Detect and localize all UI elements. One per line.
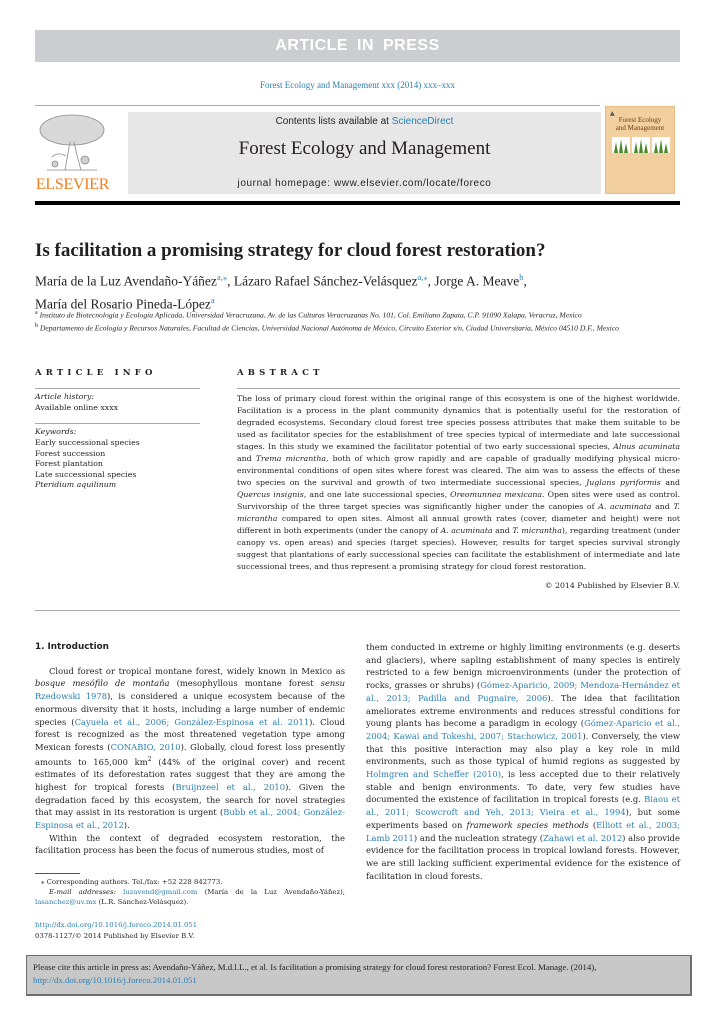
abstract-heading: ABSTRACT	[237, 368, 324, 378]
cover-title: Forest Ecology and Management	[615, 116, 665, 132]
cover-elsevier-icon: ▲	[610, 110, 615, 117]
cite-doi-link[interactable]: http://dx.doi.org/10.1016/j.foreco.2014.01.051	[33, 975, 197, 985]
homepage-url[interactable]: www.elsevier.com/locate/foreco	[333, 178, 492, 189]
keyword-item: Early successional species	[35, 438, 140, 447]
body-column-right	[366, 641, 680, 882]
citation-link[interactable]: Bubb et al., 2004; González-Espinosa et al., 2012	[35, 807, 345, 830]
article-in-press-banner: ARTICLE IN PRESS	[35, 30, 680, 62]
abstract-copyright: © 2014 Published by Elsevier B.V.	[544, 581, 680, 590]
abstract-divider	[237, 388, 680, 389]
journal-header-panel	[128, 112, 601, 194]
citation-link[interactable]: Biaou et al., 2011; Scowcroft and Yeh, 2013; Vieira et al., 1994	[366, 794, 680, 818]
citation-link[interactable]: Elliott et al., 2003; Lamb 2011	[366, 819, 680, 843]
keyword-item: Forest succession	[35, 448, 106, 458]
section-heading-introduction: 1. Introduction	[35, 642, 109, 652]
affiliation-item: $^a$ Instituto de Biotecnología y Ecología Aplicada, Universidad Veracruzana, Av. de las Culturas Veracruzanas No. 101, Col. Emiliano Zapata, C.P. 91090 Xalapa, Veracruz, Mexico	[35, 310, 582, 320]
body-column-left	[35, 641, 345, 857]
abstract-text: The loss of primary cloud forest within the original range of this ecosystem is one of the highest worldwide. Facilitation is a process in the plant community dynamics that is potentially useful for the restoration of degraded ecosystems. Secondary cloud forest tree species possess attributes that make them suitable to be used as facilitator species for the establishment of tree species typical of intermediate and late successional stages. In this study we examined the facilitator potential of two early successional species, Alnus acuminata and Trema micrantha, both of which grow rapidly and are capable of gradually modifying physical micro-environmental conditions of open sites where forest was cleared. The aim was to assess the effects of these two species on the survival and growth of two intermediate successional species, Juglans pyriformis and Quercus insignis, and one late successional species, Oreomunnea mexicana. Open sites were used as control. Survivorship of the three target species was significantly higher under the canopies of A. acuminata and T. micrantha compared to open sites. Almost all annual growth rates (cover, diameter and height) were not different in both experiments (under the canopy of A. acuminata and T. micrantha), regarding treatment (under canopy vs. open areas) and species (target species). However, results for target species survival strongly suggest that plantations of early successional species can facilitate the establishment of intermediate and late successional trees, and thus represent a promising strategy for cloud forest restoration.	[237, 394, 681, 571]
author-affiliation-mark[interactable]: a,⁎	[216, 272, 228, 282]
article-info-divider	[35, 388, 200, 389]
journal-cover-thumbnail[interactable]	[605, 106, 675, 194]
author-name[interactable]: María de la Luz Avendaño-Yáñez	[35, 273, 217, 289]
elsevier-logo[interactable]	[35, 110, 110, 195]
author-affiliation-mark[interactable]: a,⁎	[417, 272, 428, 282]
author-name[interactable]: María del Rosario Pineda-López	[35, 296, 211, 311]
body-paragraph: Cloud forest or tropical montane forest, widely known in Mexico as bosque mesófilo de montaña (mesophyllous montane forest sensu Rzedowski 1978), is considered a unique ecosystem because of the enormous diversity that it hosts, including a large number of endemic species (Cayuela et al., 2006; González-Espinosa et al. 2011). Cloud forest is recognized as the most threatened vegetation type among Mexican forests (CONABIO, 2010). Globally, cloud forest loss presently amounts to 165,000 $km^2$ (44% of the original cover) and recent estimates of its deforestation rates suggest that they are among the highest for tropical forests (Bruijnzeel et al., 2010). Given the degradation faced by this ecosystem, the search for novel strategies that may assist in its restoration is urgent (Bubb et al., 2004; González-Espinosa et al., 2012).	[35, 665, 346, 830]
cite-text: Please cite this article in press as: Avendaño-Yáñez, M.d.l.L., et al. Is facilitation a promising strategy for cloud forest restoration? Forest Ecol. Manage. (2014),	[33, 962, 597, 972]
citation-link[interactable]: Gómez-Aparicio, 2009; Mendoza-Hernández et al., 2013; Padilla and Pugnaire, 2006	[366, 680, 680, 703]
keywords-divider	[35, 423, 200, 424]
affiliation-item: $^b$ Departamento de Ecología y Recursos Naturales, Facultad de Ciencias, Universidad Nacional Autónoma de México, Circuito Exterior s/n, Ciudad Universitaria, México 04510 D.F., Mexico	[35, 323, 619, 333]
keyword-item: Pteridium aquilinum	[35, 480, 117, 489]
citation-link[interactable]: CONABIO, 2010	[110, 741, 181, 752]
journal-title: Forest Ecology and Management	[238, 138, 491, 159]
please-cite-box	[26, 955, 692, 996]
keyword-item: Forest plantation	[35, 459, 103, 468]
doi-block	[35, 920, 345, 941]
sciencedirect-link[interactable]: ScienceDirect	[391, 116, 454, 127]
email-link[interactable]: luzavend@gmail.com	[123, 888, 198, 896]
citation-link[interactable]: Holmgren and Scheffer (2010)	[366, 769, 502, 780]
keywords-label: Keywords:	[35, 427, 77, 436]
article-history-label: Article history:	[35, 392, 95, 401]
elsevier-wordmark: ELSEVIER	[35, 176, 110, 193]
author-affiliation-mark[interactable]: b	[519, 272, 524, 282]
email-link[interactable]: lasanchez@uv.mx	[35, 898, 97, 906]
citation-link[interactable]: Rzedowski 1978	[35, 691, 108, 702]
corresponding-author-footnote: ⁎ Corresponding authors. Tel./fax: +52 228 842773. E-mail addresses: luzavend@gmail.com (María de la Luz Avendaño-Yáñez), lasanchez@uv.mx (L.R. Sánchez-Velásquez).	[35, 878, 345, 906]
journal-homepage	[128, 178, 601, 189]
body-paragraph: Within the context of degraded ecosystem restoration, the facilitation process has been the focus of numerous studies, most of	[35, 832, 345, 856]
citation-link[interactable]: Cayuela et al., 2006; González-Espinosa et al. 2011	[74, 716, 310, 727]
header-thick-rule	[35, 201, 680, 205]
cover-trees-icon	[612, 137, 670, 153]
homepage-prefix: journal homepage:	[237, 178, 334, 189]
article-title: Is facilitation a promising strategy for cloud forest restoration?	[35, 240, 546, 261]
front-matter-bottom-rule	[35, 610, 680, 611]
author-affiliation-mark[interactable]: a	[210, 294, 215, 305]
elsevier-tree-icon	[37, 112, 107, 174]
keywords-list	[35, 438, 200, 491]
affiliations	[35, 308, 680, 334]
contents-line	[128, 116, 601, 127]
issn-line: 0378-1127/© 2014 Published by Elsevier B.V.	[35, 931, 195, 940]
journal-reference[interactable]: Forest Ecology and Management xxx (2014) xxx–xxx	[260, 80, 455, 90]
footnote-rule	[35, 873, 80, 874]
body-paragraph: them conducted in extreme or highly limiting environments (e.g. deserts and glaciers), where sapling establishment of many species is entirely restricted to a few benign microenvironments (under the protection of rocks, grasses or shrubs) (Gómez-Aparicio, 2009; Mendoza-Hernández et al., 2013; Padilla and Pugnaire, 2006). The idea that facilitation ameliorates extreme environments and reduces stressful conditions for young plants has become a paradigm in ecology (Gómez-Aparicio et al., 2004; Kawai and Tokeshi, 2007; Stachowicz, 2001). Conversely, the view that this positive interaction may also play a key role in mild environments, such as those typical of humid regions as suggested by Holmgren and Scheffer (2010), is less accepted due to their relatively stable and benign environments. To date, very few studies have documented the existence of facilitation in tropical forests (e.g. Biaou et al., 2011; Scowcroft and Yeh, 2013; Vieira et al., 1994), but some experiments based on framework species methods (Elliott et al., 2003; Lamb 2011) and the nucleation strategy (Zahawi et al. 2012) also provide evidence for the facilitation process in tropical lowland forests. However, we are still lacking sufficient experimental evidence for the existence of facilitation in cloud forests.	[366, 642, 680, 881]
author-name[interactable]: Jorge A. Meave	[434, 273, 520, 289]
keyword-item: Late successional species	[35, 469, 137, 479]
author-name[interactable]: Lázaro Rafael Sánchez-Velásquez	[233, 273, 418, 289]
header-divider	[35, 105, 600, 106]
article-history-value: Available online xxxx	[35, 403, 118, 412]
doi-link[interactable]: http://dx.doi.org/10.1016/j.foreco.2014.01.051	[35, 921, 198, 929]
contents-prefix: Contents lists available at	[275, 116, 392, 127]
author-list: María de la Luz Avendaño-Yáñez$^{a,⁎}$, Lázaro Rafael Sánchez-Velásquez$^{a,⁎}$, Jorge A. Meave$^b$, María del Rosario Pineda-López$^a$	[35, 272, 527, 311]
article-info-heading: ARTICLE INFO	[35, 368, 157, 378]
citation-link[interactable]: Bruijnzeel et al., 2010	[175, 781, 286, 792]
citation-link[interactable]: Zahawi et al. 2012	[543, 832, 623, 843]
citation-link[interactable]: Gómez-Aparicio et al., 2004; Kawai and Tokeshi, 2007; Stachowicz, 2001	[366, 718, 680, 741]
